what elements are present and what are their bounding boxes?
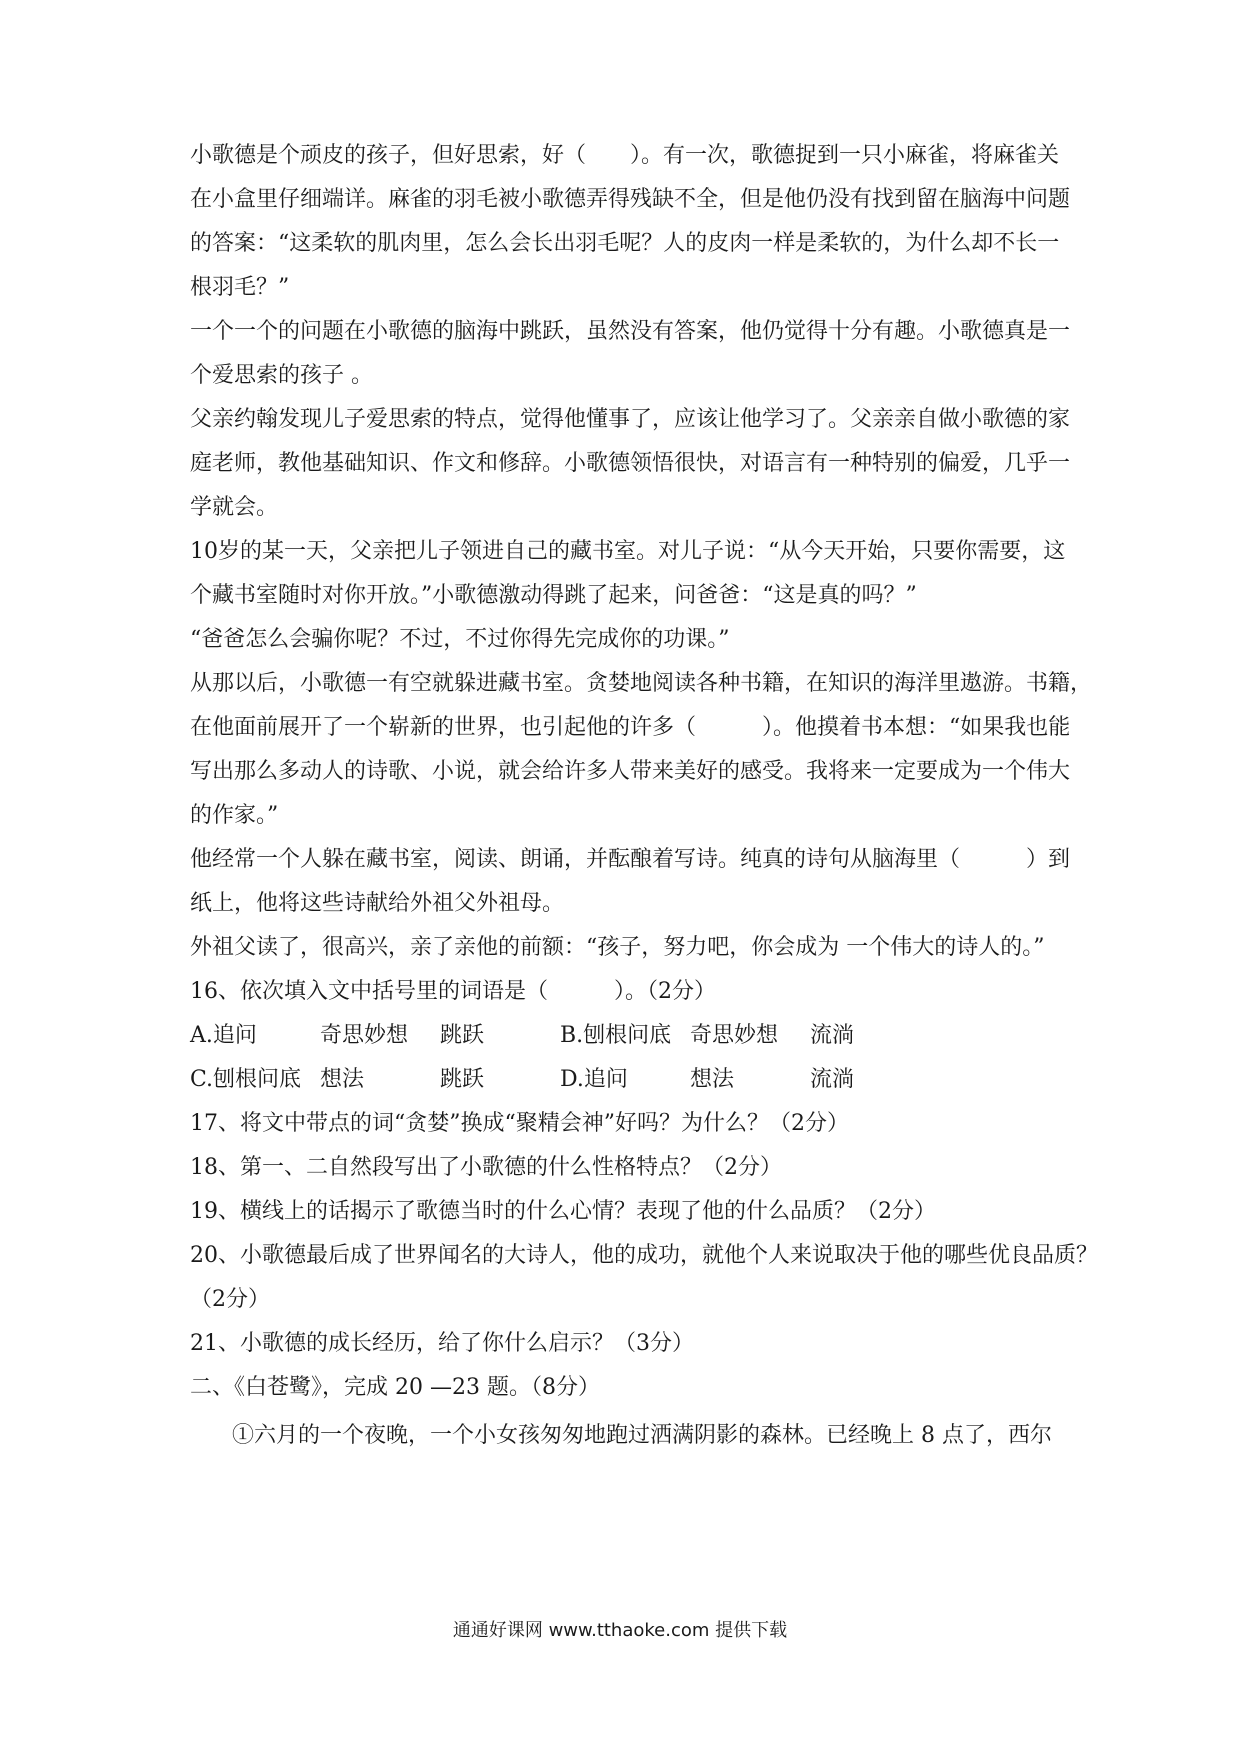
question-18: 18、第一、二自然段写出了小歌德的什么性格特点？（2分） (190, 1155, 782, 1180)
passage-line: 从那以后，小歌德一有空就躲进藏书室。贪婪地阅读各种书籍，在知识的海洋里遨游。书籍， (190, 671, 1093, 696)
passage-line: 根羽毛？” (190, 275, 290, 300)
option-c-word2: 想法 (320, 1067, 365, 1092)
passage-line: 学就会。 (190, 495, 279, 520)
option-d-label: D.追问 (560, 1067, 628, 1092)
question-21: 21、小歌德的成长经历，给了你什么启示？（3分） (190, 1331, 694, 1356)
section-2-first-line: ①六月的一个夜晚，一个小女孩匆匆地跑过洒满阴影的森林。已经晚上 8 点了，西尔 (232, 1423, 1052, 1448)
option-c-word3: 跳跃 (440, 1067, 485, 1092)
section-2-title: 二、《白苍鹭》，完成 20 —23 题。（8分） (190, 1375, 600, 1400)
passage-line: 一个一个的问题在小歌德的脑海中跳跃，虽然没有答案，他仍觉得十分有趣。小歌德真是一 (190, 319, 1071, 344)
passage-line: 个藏书室随时对你开放。”小歌德激动得跳了起来，问爸爸：“这是真的吗？” (190, 583, 917, 608)
option-a-label: A.追问 (190, 1023, 257, 1048)
option-c-label: C.刨根问底 (190, 1067, 302, 1092)
passage-line: 的作家。” (190, 803, 279, 828)
question-20-score: （2分） (190, 1287, 270, 1312)
passage-line: 庭老师，教他基础知识、作文和修辞。小歌德领悟很快，对语言有一种特别的偏爱，几乎一 (190, 451, 1071, 476)
passage-line: 父亲约翰发现儿子爱思索的特点，觉得他懂事了，应该让他学习了。父亲亲自做小歌德的家 (190, 407, 1071, 432)
passage-line: 个爱思索的孩子 。 (190, 363, 373, 388)
option-b-word3: 流淌 (810, 1023, 855, 1048)
footer-source: 通通好课网 www.tthaoke.com 提供下载 (452, 1620, 788, 1641)
option-a-word2: 奇思妙想 (320, 1023, 409, 1048)
option-b-label: B.刨根问底 (560, 1023, 672, 1048)
question-17: 17、将文中带点的词“贪婪”换成“聚精会神”好吗？为什么？（2分） (190, 1111, 849, 1136)
passage-line: 他经常一个人躲在藏书室，阅读、朗诵，并酝酿着写诗。纯真的诗句从脑海里（ ）到 (190, 847, 1071, 872)
passage-line: “爸爸怎么会骗你呢？不过，不过你得先完成你的功课。” (190, 627, 730, 652)
passage-line: 外祖父读了，很高兴，亲了亲他的前额：“孩子，努力吧，你会成为 一个伟大的诗人的。” (190, 935, 1045, 960)
option-a-word3: 跳跃 (440, 1023, 485, 1048)
option-d-word2: 想法 (690, 1067, 735, 1092)
passage-line: 纸上，他将这些诗献给外祖父外祖母。 (190, 891, 565, 916)
question-19: 19、横线上的话揭示了歌德当时的什么心情？表现了他的什么品质？（2分） (190, 1199, 936, 1224)
passage-line: 的答案：“这柔软的肌肉里，怎么会长出羽毛呢？人的皮肉一样是柔软的，为什么却不长一 (190, 231, 1060, 256)
passage-line: 写出那么多动人的诗歌、小说，就会给许多人带来美好的感受。我将来一定要成为一个伟大 (190, 759, 1071, 784)
passage-line: 小歌德是个顽皮的孩子，但好思索，好（ ）。有一次，歌德捉到一只小麻雀，将麻雀关 (190, 143, 1060, 168)
passage-line: 在他面前展开了一个崭新的世界，也引起他的许多（ ）。他摸着书本想：“如果我也能 (190, 715, 1071, 740)
option-b-word2: 奇思妙想 (690, 1023, 779, 1048)
question-20: 20、小歌德最后成了世界闻名的大诗人，他的成功，就他个人来说取决于他的哪些优良品质？ (190, 1243, 1098, 1268)
passage-line: 在小盒里仔细端详。麻雀的羽毛被小歌德弄得残缺不全，但是他仍没有找到留在脑海中问题 (190, 187, 1071, 212)
option-d-word3: 流淌 (810, 1067, 855, 1092)
question-16-stem: 16、依次填入文中括号里的词语是（ ）。（2分） (190, 979, 716, 1004)
passage-line: 10岁的某一天，父亲把儿子领进自己的藏书室。对儿子说：“从今天开始，只要你需要，这 (190, 539, 1066, 564)
